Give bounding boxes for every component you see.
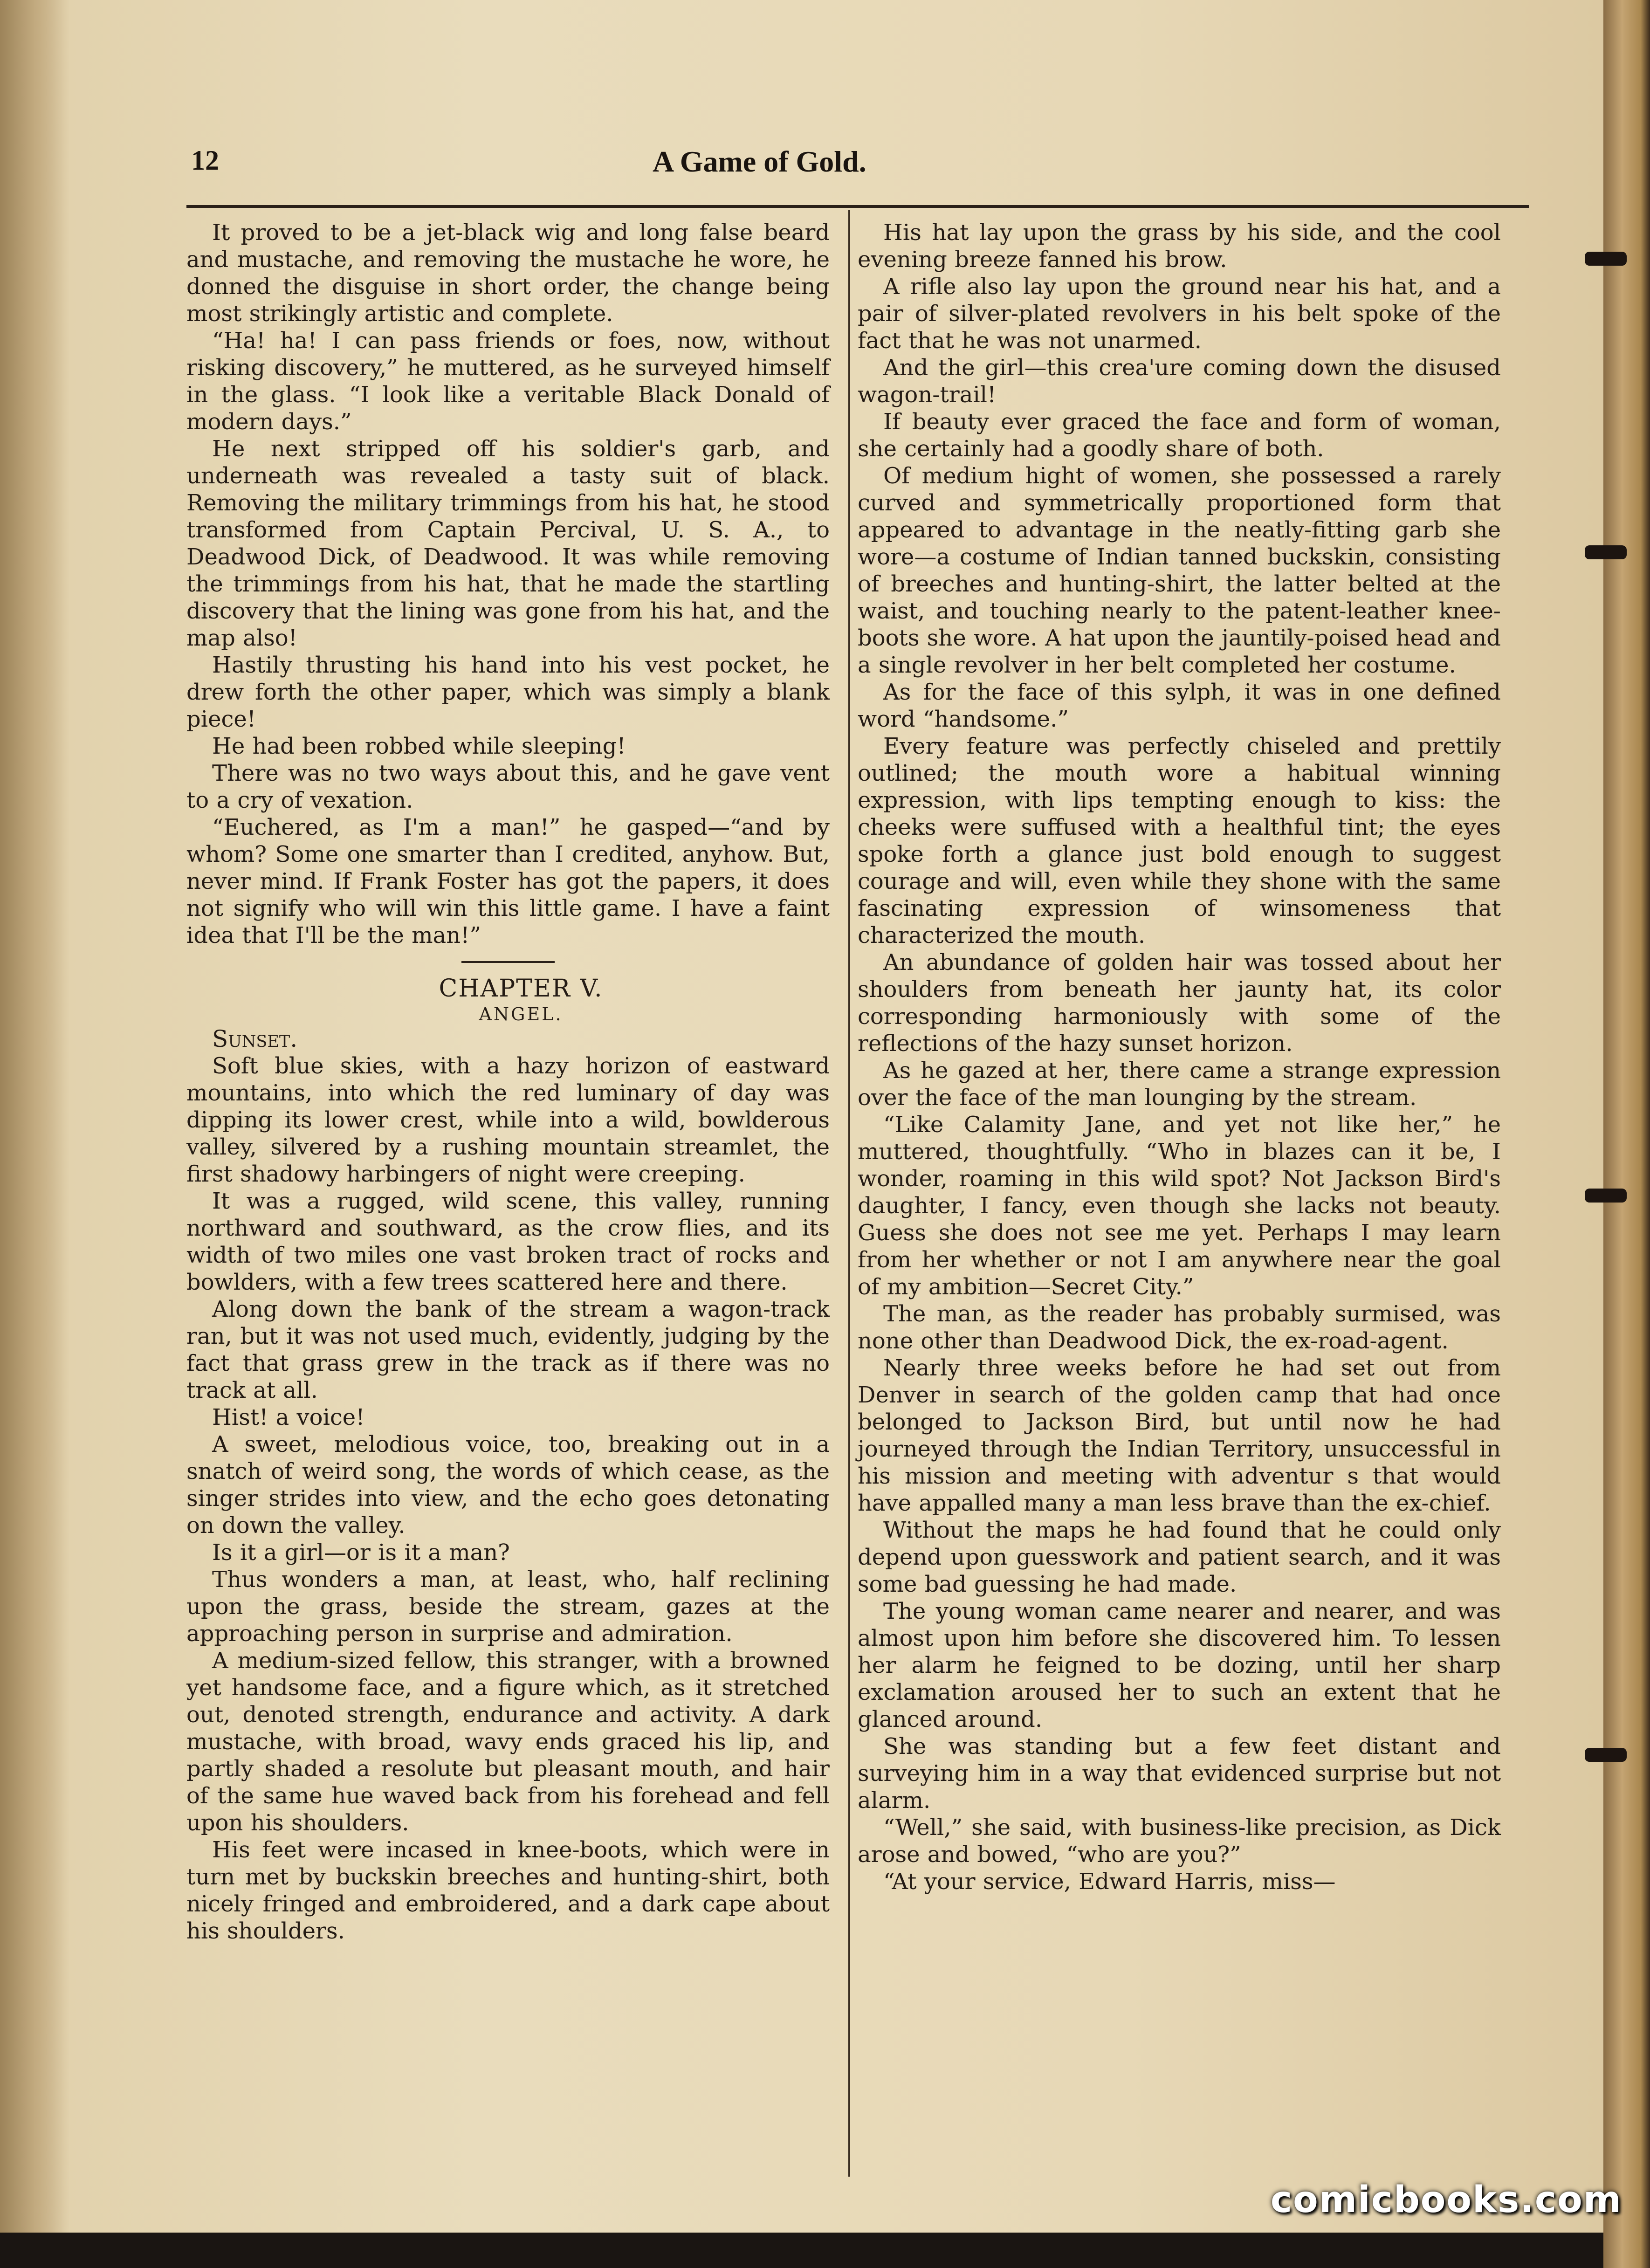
paragraph: If beauty ever graced the face and form of woman, she certainly had a goodly share of both. (858, 409, 1501, 462)
page-number: 12 (191, 145, 219, 176)
chapter-heading: CHAPTER V. (439, 975, 603, 1003)
binding-stitch (1585, 545, 1627, 559)
paragraph: He had been robbed while sleeping! (212, 733, 626, 759)
paragraph: It was a rugged, wild scene, this valley, running northward and southward, as the crow flies, and its width of two miles one vast broken tract of rocks and bowlders, with a few trees scattered here and there. (186, 1188, 830, 1295)
binding-shadow (0, 0, 70, 2233)
paragraph: A rifle also lay upon the ground near his hat, and a pair of silver-plated revolvers in his belt spoke of the fact that he was not unarmed. (858, 274, 1501, 354)
page-header (186, 140, 1529, 191)
paragraph: “Ha! ha! I can pass friends or foes, now, without risking discovery,” he muttered, as he surveyed himself in the glass. “I look like a veritable Black Donald of modern days.” (186, 328, 830, 435)
paragraph: The young woman came nearer and nearer, and was almost upon him before she discovered him. To lessen her alarm he feigned to be dozing, until her sharp exclamation aroused her to such an extent that he glanced around. (858, 1598, 1501, 1732)
paragraph: Nearly three weeks before he had set out from Denver in search of the golden camp that had once belonged to Jackson Bird, but until now he had journeyed through the Indian Territory, unsuccessful in his mission and meeting with adventur s that would have appalled many a man less brave than the ex-chief. (858, 1355, 1501, 1516)
paragraph: As for the face of this sylph, it was in one defined word “handsome.” (858, 679, 1501, 732)
paragraph: “At your service, Edward Harris, miss— (883, 1869, 1336, 1895)
binding-stitch (1585, 252, 1627, 266)
column-divider (848, 210, 850, 2177)
paragraph: His feet were incased in knee-boots, which were in turn met by buckskin breeches and hunting-shirt, both nicely fringed and embroidered, and a dark cape about his shoulders. (186, 1837, 830, 1944)
paragraph: “Euchered, as I'm a man!” he gasped—“and by whom? Some one smarter than I credited, anyhow. But, never mind. If Frank Foster has got the papers, it does not signify who will win this little game. I have a faint idea that I'll be the man!” (186, 814, 830, 948)
chapter-lead: Sunset. (212, 1025, 298, 1052)
paragraph: A medium-sized fellow, this stranger, with a browned yet handsome face, and a figure which, as it stretched out, denoted strength, endurance and activity. A dark mustache, with broad, wavy ends graced his lip, and partly shaded a resolute but pleasant mouth, and hair of the same hue waved back from his forehead and fell upon his shoulders. (186, 1648, 830, 1836)
paragraph: He next stripped off his soldier's garb, and underneath was revealed a tasty suit of black. Removing the military trimmings from his hat, he stood transformed from Captain Percival, U. S. A., to Deadwood Dick, of Deadwood. It was while removing the trimmings from his hat, that he made the startling discovery that the lining was gone from his hat, and the map also! (186, 436, 830, 651)
paragraph: It proved to be a jet-black wig and long false beard and mustache, and removing the mustache he wore, he donned the disguise in short order, the change being most strikingly artistic and complete. (186, 220, 830, 327)
left-column (186, 219, 830, 1945)
paragraph: She was standing but a few feet distant and surveying him in a way that evidenced surprise but not alarm. (858, 1733, 1501, 1814)
running-title: A Game of Gold. (653, 145, 866, 178)
paragraph: As he gazed at her, there came a strange expression over the face of the man lounging by the stream. (858, 1058, 1501, 1111)
chapter-rule (461, 961, 555, 963)
watermark: comicbooks.com (1270, 2179, 1622, 2221)
paragraph: And the girl—this crea'ure coming down the disused wagon-trail! (858, 355, 1501, 408)
binding-stitch (1585, 1189, 1627, 1203)
paragraph: Hastily thrusting his hand into his vest pocket, he drew forth the other paper, which was simply a blank piece! (186, 652, 830, 732)
paragraph: “Like Calamity Jane, and yet not like her,” he muttered, thoughtfully. “Who in blazes can it be, I wonder, roaming in this wild spot? Not Jackson Bird's daughter, I fancy, even though she lacks not beauty. Guess she does not see me yet. Perhaps I may learn from her whether or not I am anywhere near the goal of my ambition—Secret City.” (858, 1112, 1501, 1300)
paragraph: His hat lay upon the grass by his side, and the cool evening breeze fanned his brow. (858, 220, 1501, 273)
paragraph: A sweet, melodious voice, too, breaking out in a snatch of weird song, the words of which cease, as the singer strides into view, and the echo goes detonating on down the valley. (186, 1431, 830, 1539)
paragraph: Without the maps he had found that he could only depend upon guesswork and patient search, and it was some bad guessing he had made. (858, 1517, 1501, 1597)
paragraph: The man, as the reader has probably surmised, was none other than Deadwood Dick, the ex-road-agent. (858, 1301, 1501, 1354)
header-rule (186, 205, 1529, 208)
paragraph: There was no two ways about this, and he gave vent to a cry of vexation. (186, 760, 830, 813)
page-edge (1603, 0, 1650, 2268)
paragraph: Thus wonders a man, at least, who, half reclining upon the grass, beside the stream, gazes at the approaching person in surprise and admiration. (186, 1567, 830, 1647)
paragraph: “Well,” she said, with business-like precision, as Dick arose and bowed, “who are you?” (858, 1814, 1501, 1868)
paragraph: Soft blue skies, with a hazy horizon of eastward mountains, into which the red luminary of day was dipping its lower crest, while into a wild, bowlderous valley, silvered by a rushing mountain streamlet, the first shadowy harbingers of night were creeping. (186, 1053, 830, 1187)
paragraph: Every feature was perfectly chiseled and prettily outlined; the mouth wore a habitual winning expression, with lips tempting enough to kiss: the cheeks were suffused with a healthful tint; the eyes spoke forth a glance just bold enough to suggest courage and will, even while they shone with the same fascinating expression of winsomeness that characterized the mouth. (858, 733, 1501, 948)
paragraph: Is it a girl—or is it a man? (212, 1539, 510, 1566)
paragraph: Of medium hight of women, she possessed a rarely curved and symmetrically proportioned form that appeared to advantage in the neatly-fitting garb she wore—a costume of Indian tanned buckskin, consisting of breeches and hunting-shirt, the latter belted at the waist, and touching nearly to the patent-leather knee-boots she wore. A hat upon the jauntily-poised head and a single revolver in her belt completed her costume. (858, 463, 1501, 678)
binding-stitch (1585, 1748, 1627, 1762)
right-column (858, 219, 1501, 1895)
chapter-subtitle: ANGEL. (479, 1004, 563, 1024)
paragraph: Hist! a voice! (212, 1404, 365, 1430)
paragraph: Along down the bank of the stream a wagon-track ran, but it was not used much, evidently, judging by the fact that grass grew in the track as if there was no track at all. (186, 1296, 830, 1403)
paragraph: An abundance of golden hair was tossed about her shoulders from beneath her jaunty hat, its color corresponding harmoniously with some of the reflections of the hazy sunset horizon. (858, 949, 1501, 1057)
